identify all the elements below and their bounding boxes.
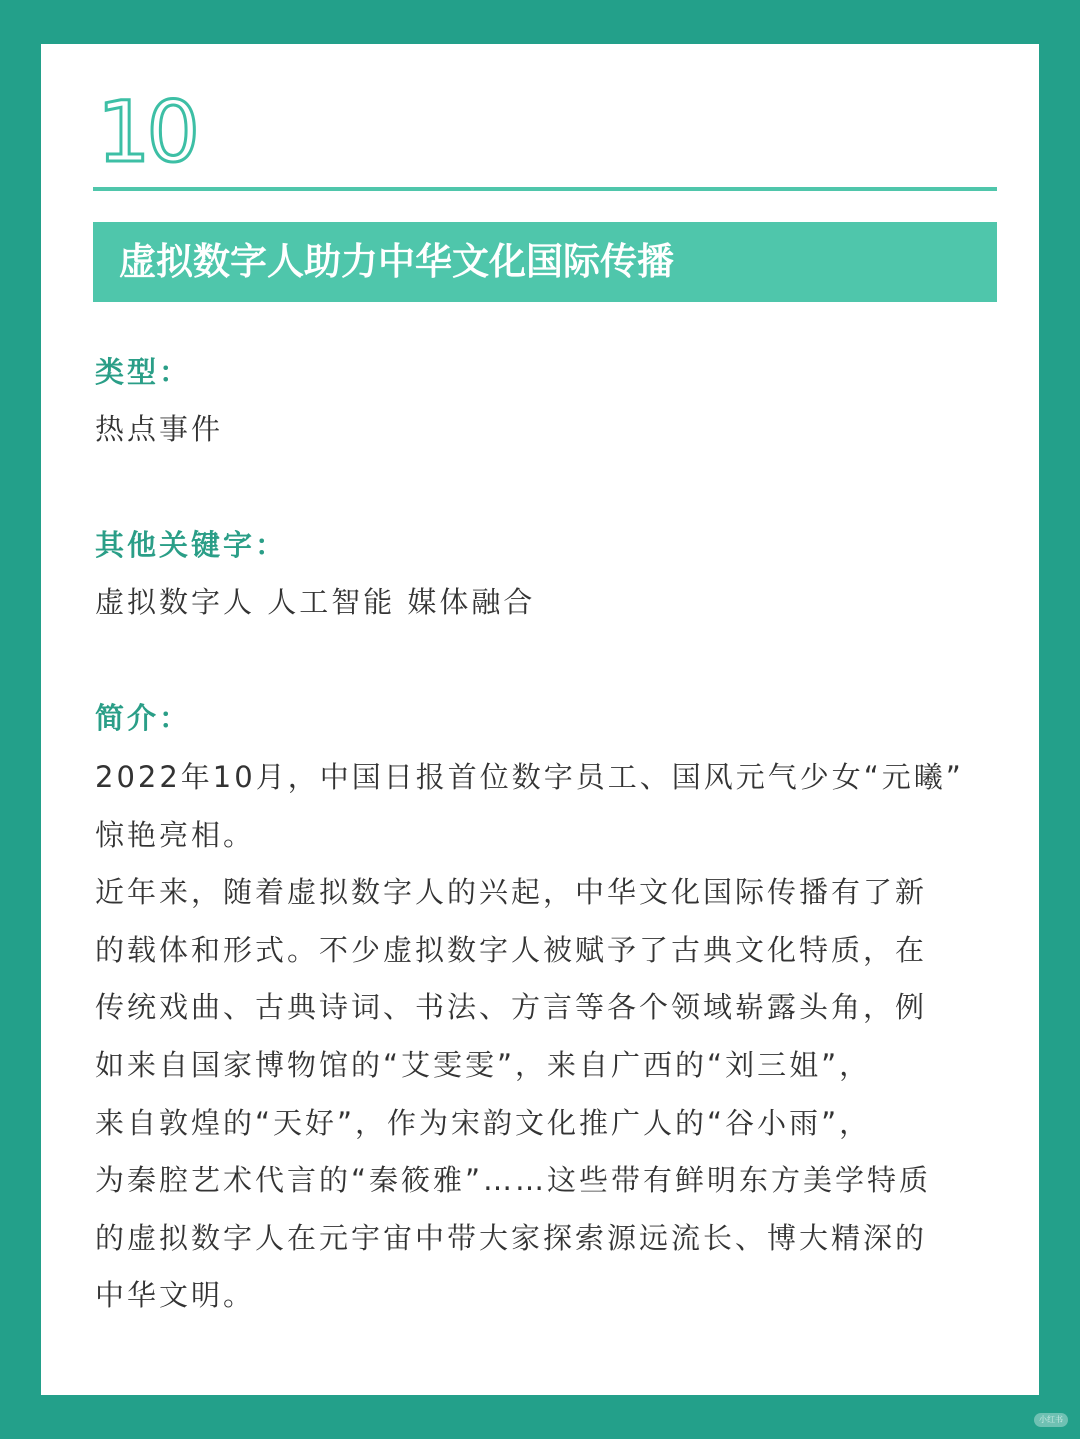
- intro-line: 2022年10月，中国日报首位数字员工、国风元气少女“元曦”: [95, 760, 964, 794]
- type-label: 类型：: [95, 355, 192, 389]
- content-card: [41, 44, 1039, 1395]
- intro-line: 的虚拟数字人在元宇宙中带大家探索源远流长、博大精深的: [95, 1220, 928, 1255]
- intro-label: 简介：: [95, 701, 192, 735]
- intro-line: 近年来，随着虚拟数字人的兴起，中华文化国际传播有了新: [95, 875, 928, 910]
- page-title: 虚拟数字人助力中华文化国际传播: [119, 240, 674, 283]
- intro-line: 传统戏曲、古典诗词、书法、方言等各个领域崭露头角，例: [95, 990, 928, 1025]
- intro-body: [95, 749, 1015, 1325]
- keywords-label: 其他关键字：: [95, 528, 288, 562]
- intro-line: 如来自国家博物馆的“艾雯雯”，来自广西的“刘三姐”，: [95, 1047, 872, 1082]
- intro-line: 惊艳亮相。: [95, 817, 256, 852]
- intro-line: 为秦腔艺术代言的“秦筱雅”……这些带有鲜明东方美学特质: [95, 1163, 932, 1198]
- item-number: 10: [97, 83, 196, 181]
- type-value: 热点事件: [95, 412, 224, 446]
- watermark-logo: 小红书: [1034, 1413, 1068, 1427]
- intro-line: 的载体和形式。不少虚拟数字人被赋予了古典文化特质，在: [95, 932, 928, 967]
- divider-line: [93, 187, 997, 191]
- title-banner: [93, 222, 997, 302]
- intro-line: 来自敦煌的“天好”，作为宋韵文化推广人的“谷小雨”，: [95, 1105, 872, 1140]
- intro-line: 中华文明。: [95, 1278, 256, 1313]
- keywords-value: 虚拟数字人 人工智能 媒体融合: [95, 585, 536, 619]
